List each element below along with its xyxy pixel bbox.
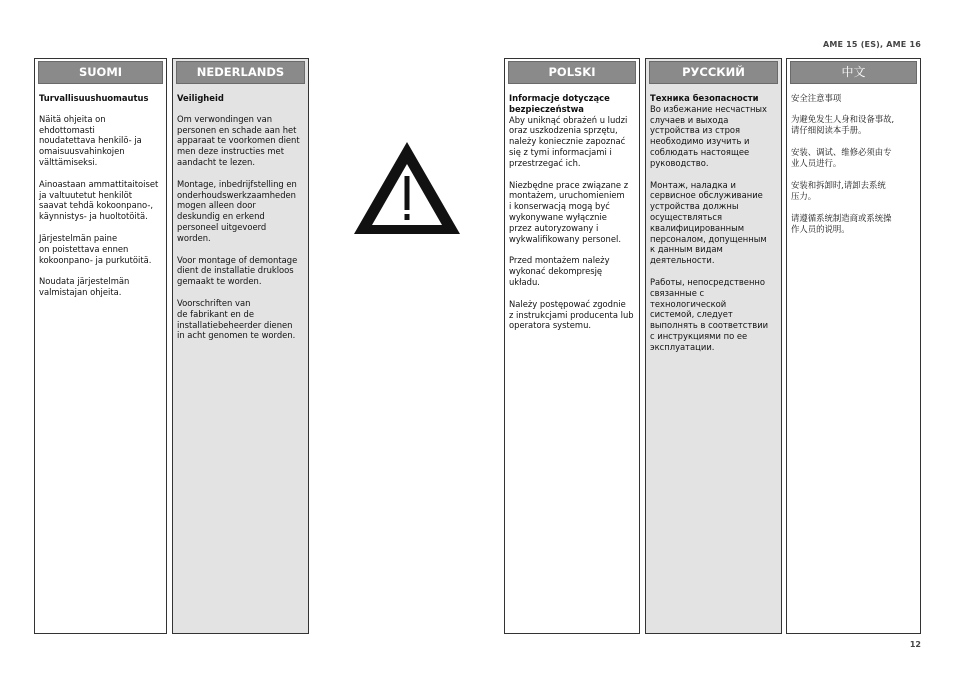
paragraph: Należy postępować zgodnie z instrukcjami producenta lub operatora systemu. <box>509 298 634 331</box>
section-title: 安全注意事项 <box>791 93 842 103</box>
column-body <box>787 84 920 235</box>
paragraph: 为避免发生人身和设备事故, 请仔细阅读本手册。 <box>791 114 895 135</box>
paragraph: Näitä ohjeita on ehdottomasti noudatettava henkilö- ja omaisuusvahinkojen välttämiseksi. <box>39 113 142 167</box>
section-title: Техника безопасности <box>650 93 759 103</box>
column-body <box>505 84 639 331</box>
paragraph: Voorschriften van de fabrikant en de installatiebeheerder dienen in acht genomen te worden. <box>177 297 296 341</box>
warning-triangle-icon <box>350 138 464 238</box>
column-nederlands <box>172 58 309 634</box>
paragraph: 请遵循系统制造商或系统操 作人员的说明。 <box>791 213 892 234</box>
section-title: Turvallisuushuomautus <box>39 93 149 103</box>
paragraph: 安装、调试、维修必须由专 业人员进行。 <box>791 147 892 168</box>
column-polski <box>504 58 640 634</box>
column-russian <box>645 58 782 634</box>
column-heading: РУССКИЙ <box>649 61 778 84</box>
section-title: Informacje dotyczące bezpieczeństwa <box>509 93 610 114</box>
column-body <box>35 84 166 298</box>
column-suomi <box>34 58 167 634</box>
column-heading: SUOMI <box>38 61 163 84</box>
paragraph: Montage, inbedrijfstelling en onderhoudswerkzaamheden mogen alleen door deskundig en erkend personeel uitgevoerd worden. <box>177 178 297 243</box>
paragraph: Järjestelmän paine on poistettava ennen kokoonpano- ja purkutöitä. <box>39 232 152 265</box>
paragraph: Voor montage of demontage dient de installatie drukloos gemaakt te worden. <box>177 254 298 287</box>
paragraph: Przed montażem należy wykonać dekompresję układu. <box>509 255 610 287</box>
column-heading: NEDERLANDS <box>176 61 305 84</box>
column-heading: POLSKI <box>508 61 636 84</box>
column-heading: 中文 <box>790 61 917 84</box>
paragraph: Aby uniknąć obrażeń u ludzi oraz uszkodzenia sprzętu, należy koniecznie zapoznać się z tymi informacjami i przestrzegać ich. <box>509 114 628 168</box>
paragraph: Ainoastaan ammattitaitoiset ja valtuutetut henkilöt saavat tehdä kokoonpano-, käynnistys- ja huoltotöitä. <box>39 178 159 222</box>
column-body <box>173 84 308 341</box>
document-reference: AME 15 (ES), AME 16 <box>822 40 921 49</box>
paragraph: Работы, непосредственно связанные с технологической системой, следует выполнять в соответствии с инструкциями по ее эксплуатации. <box>650 276 769 352</box>
page-number: 12 <box>909 640 921 649</box>
paragraph: Noudata järjestelmän valmistajan ohjeita. <box>39 276 130 298</box>
paragraph: 安装和拆卸时,请卸去系统 压力。 <box>791 180 886 201</box>
paragraph: Монтаж, наладка и сервисное обслуживание устройства должны осуществляться квалифицированным персоналом, допущенным к данным видам деятельности. <box>650 179 767 266</box>
column-body <box>646 84 781 353</box>
paragraph: Niezbędne prace związane z montażem, uruchomieniem i konserwacją mogą być wykonywane wyłącznie przez autoryzowany i wykwalifikowany personel. <box>509 179 629 244</box>
section-title: Veiligheid <box>177 93 224 103</box>
paragraph: Om verwondingen van personen en schade aan het apparaat te voorkomen dient men deze instructies met aandacht te lezen. <box>177 113 300 167</box>
column-chinese <box>786 58 921 634</box>
paragraph: Во избежание несчастных случаев и выхода устройства из строя необходимо изучить и соблюдать настоящее руководство. <box>650 103 767 168</box>
